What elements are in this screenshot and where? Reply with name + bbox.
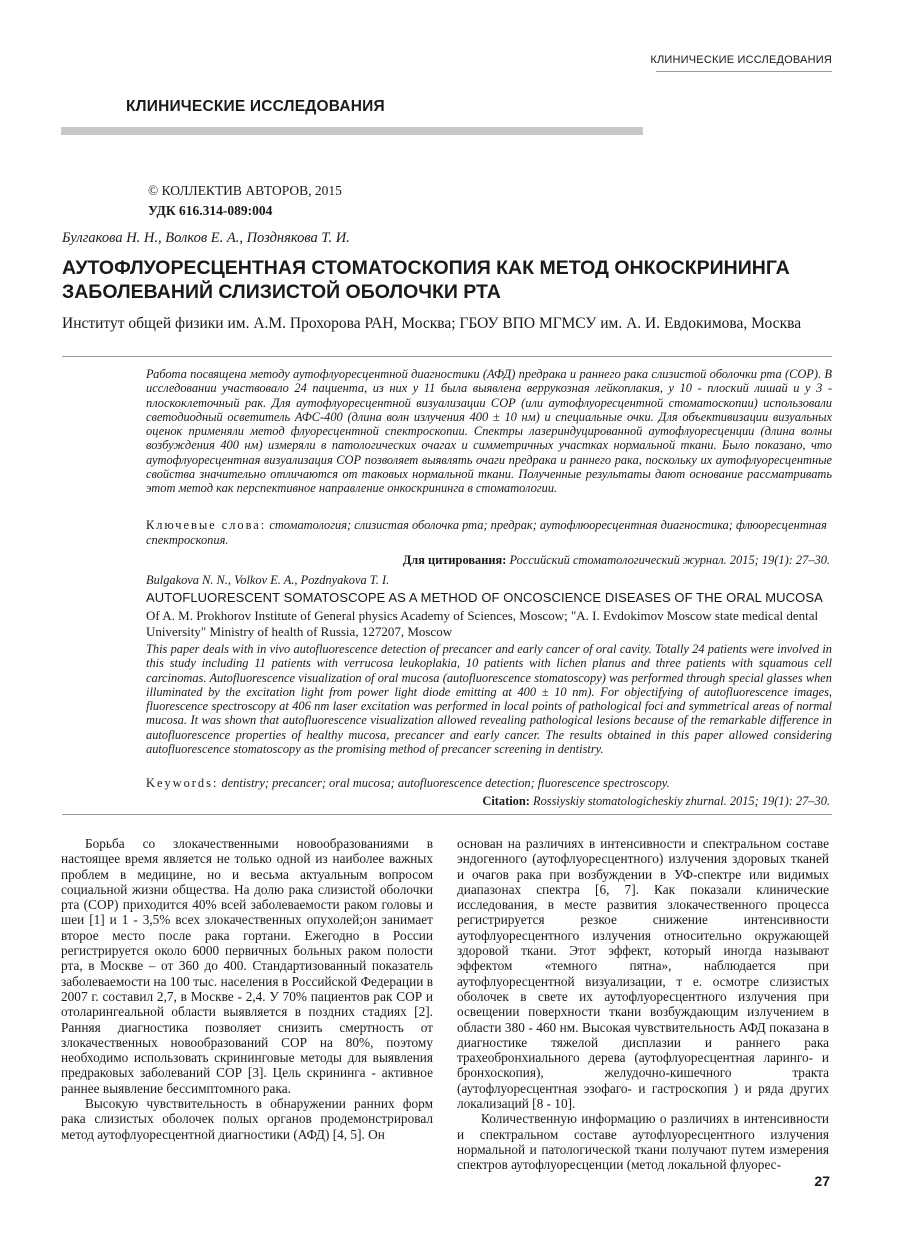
abstract-en: This paper deals with in vivo autofluorescence detection of precancer and early cancer of oral cavity. Totally 24 patients were involved in this study including 11 patients with verrucosa leukoplakia, 10 patients with lichen planus and three patients with squamous cell carcinomas. Autofluorescence visualization of oral mucosa (autofluorescence stomatoscopy) was performed through special glasses when illuminated by the excitation light from power light diode emitting at 400 ± 10 nm). For objectifying of autofluorescence images, fluorescence spectroscopy at 406 nm laser excitation was performed in local points of pathological foci and symmetrical areas of normal mucosa. It was shown that autofluorescence visualization allowed revealing pathological lesions because of the remarkable difference in autofluorescence properties of healthy mucosa, precancer and early cancer. The results obtained in this paper allowed considering autofluorescence stomatoscopy as the promising method of precancer screening in dentistry. [146,642,832,757]
article-title-en: AUTOFLUORESCENT SOMATOSCOPE AS A METHOD OF ONCOSCIENCE DISEASES OF THE ORAL MUCOSA [146,590,823,605]
udk-code: УДК 616.314-089:004 [148,203,273,218]
section-bar [61,127,643,135]
abstract-ru: Работа посвящена методу аутофлуоресцентной диагностики (АФД) предрака и раннего рака слизистой оболочки рта (СОР). В исследовании участвовало 24 пациента, из них у 11 была выявлена веррукозная лейкоплакия, у 10 - плоский лишай и у 3 - плоскоклеточный рак. Для аутофлуоресцентной визуализации СОР (или аутофлуоресцентной стоматоскопии) использовали светодиодный осветитель АФС-400 (длина волн излучения 400 ± 10 нм) и специальные очки. Для объективизации визуальных оценок применяли метод флуоресцентной спектроскопии. Спектры лазериндуцированной аутофлуоресценции (длина волны возбуждения 400 нм) измеряли в патологических очагах и симметричных участках нормальной ткани. Было показано, что аутофлуоресцентная визуализация СОР позволяет выявлять очаги предрака и раннего рака, поскольку их аутофлуоресцентные свойства значительно отличаются от таковых нормальной ткани. Полученные результаты дают основание рассматривать этот метод как перспективное направление онкоскрининга в стоматологии. [146,367,832,496]
body-paragraph: Борьба со злокачественными новообразованиями в настоящее время является не только одной из наиболее важных проблем в медицине, но и весьма актуальным вопросом социальной жизни общества. На долю рака слизистой оболочки рта (СОР) приходится 40% всей заболеваемости раком головы и шеи [1] и 1 - 3,5% всех злокачественных опухолей;он занимает второе место после рака гортани. Ежегодно в России регистрируется около 6000 первичных больных раком полости рта, в Москве – от 360 до 400. Стандартизованный показатель заболеваемости на 100 тыс. населения в Российской Федерации в 2007 г. составил 2,7, в Москве - 2,4. У 70% пациентов рак СОР и отоларингеальной области выявляется в поздних стадиях [2]. Ранняя диагностика позволяет снизить смертность от злокачественных новообразований СОР на 80%, поэтому необходимо использовать скрининговые методы для выявления предраковых заболеваний СОР [3]. Цель скрининга - активное раннее выявление бессимптомного рака. [61,836,433,1096]
body-paragraph: Высокую чувствительность в обнаружении ранних форм рака слизистых оболочек полых органов продемонстрировал метод аутофлуоресцентной диагностики (АФД) [4, 5]. Он [61,1096,433,1142]
citation-ru-text: Российский стоматологический журнал. 2015; 19(1): 27–30. [509,553,830,567]
institution-ru: Институт общей физики им. А.М. Прохорова РАН, Москва; ГБОУ ВПО МГМСУ им. А. И. Евдокимова, Москва [62,315,802,332]
running-header: КЛИНИЧЕСКИЕ ИССЛЕДОВАНИЯ [650,54,832,66]
keywords-ru-text: стоматология; слизистая оболочка рта; предрак; аутофлюоресцентная диагностика; флюоресцентная спектроскопия. [146,518,827,547]
body-paragraph: Количественную информацию о различиях в интенсивности и спектральном составе аутофлуоресцентного излучения нормальной и патологической ткани получают путем измерения спектров аутофлуоресценции (метод локальной флуорес- [457,1111,829,1173]
divider-top [62,356,832,357]
institution-en: Of A. M. Prokhorov Institute of General physics Academy of Sciences, Moscow; "A. I. Evdokimov Moscow state medical dental University" Ministry of health of Russia, 127207, Moscow [146,608,819,639]
header-divider [656,71,832,72]
keywords-en-text: dentistry; precancer; oral mucosa; autofluorescence detection; fluorescence spectroscopy. [221,776,670,790]
keywords-ru-label: Ключевые слова: [146,518,267,532]
article-title-ru: АУТОФЛУОРЕСЦЕНТНАЯ СТОМАТОСКОПИЯ КАК МЕТОД ОНКОСКРИНИНГА ЗАБОЛЕВАНИЙ СЛИЗИСТОЙ ОБОЛОЧКИ РТА [62,257,790,303]
section-title: КЛИНИЧЕСКИЕ ИССЛЕДОВАНИЯ [126,98,385,115]
body-column-left [61,836,433,1142]
authors-ru: Булгакова Н. Н., Волков Е. А., Позднякова Т. И. [62,230,350,246]
citation-ru [403,553,830,568]
citation-en-text: Rossiyskiy stomatologicheskiy zhurnal. 2015; 19(1): 27–30. [533,794,830,808]
keywords-en [146,776,670,791]
body-column-right [457,836,829,1173]
keywords-ru [146,518,832,547]
citation-ru-label: Для цитирования: [402,553,507,567]
citation-en-label: Citation: [482,794,530,808]
keywords-en-label: Keywords: [146,776,219,790]
authors-en: Bulgakova N. N., Volkov E. A., Pozdnyakova T. I. [146,573,390,587]
body-paragraph: основан на различиях в интенсивности и спектральном составе эндогенного (аутофлуоресцентного) излучения здоровых тканей и очагов рака при возбуждении в УФ-спектре или видимых диапазонах спектра [6, 7]. Как показали клинические исследования, в месте развития злокачественного процесса регистрируется резкое снижение интенсивности аутофлуоресцентного излучения относительно окружающей здоровой ткани. Этот эффект, который иногда называют эффектом «темного пятна», наблюдается при аутофлуоресцентной визуализации, т е. осмотре слизистых оболочек в свете их аутофлуоресцентного излучения при освещении поверхности ткани возбуждающим излучением в области 380 - 460 нм. Высокая чувствительность АФД показана в диагностике тяжелой дисплазии и раннего рака трахеобронхиального дерева (аутофлуоресцентная ларинго- и бронхоскопия), желудочно-кишечного тракта (аутофлуоресцентная эзофаго- и гастроскопия ) и ряда других локализаций [8 - 10]. [457,836,829,1112]
copyright: © КОЛЛЕКТИВ АВТОРОВ, 2015 [148,183,342,198]
citation-en [482,794,830,809]
divider-bottom [62,814,832,815]
page-number: 27 [814,1173,830,1189]
